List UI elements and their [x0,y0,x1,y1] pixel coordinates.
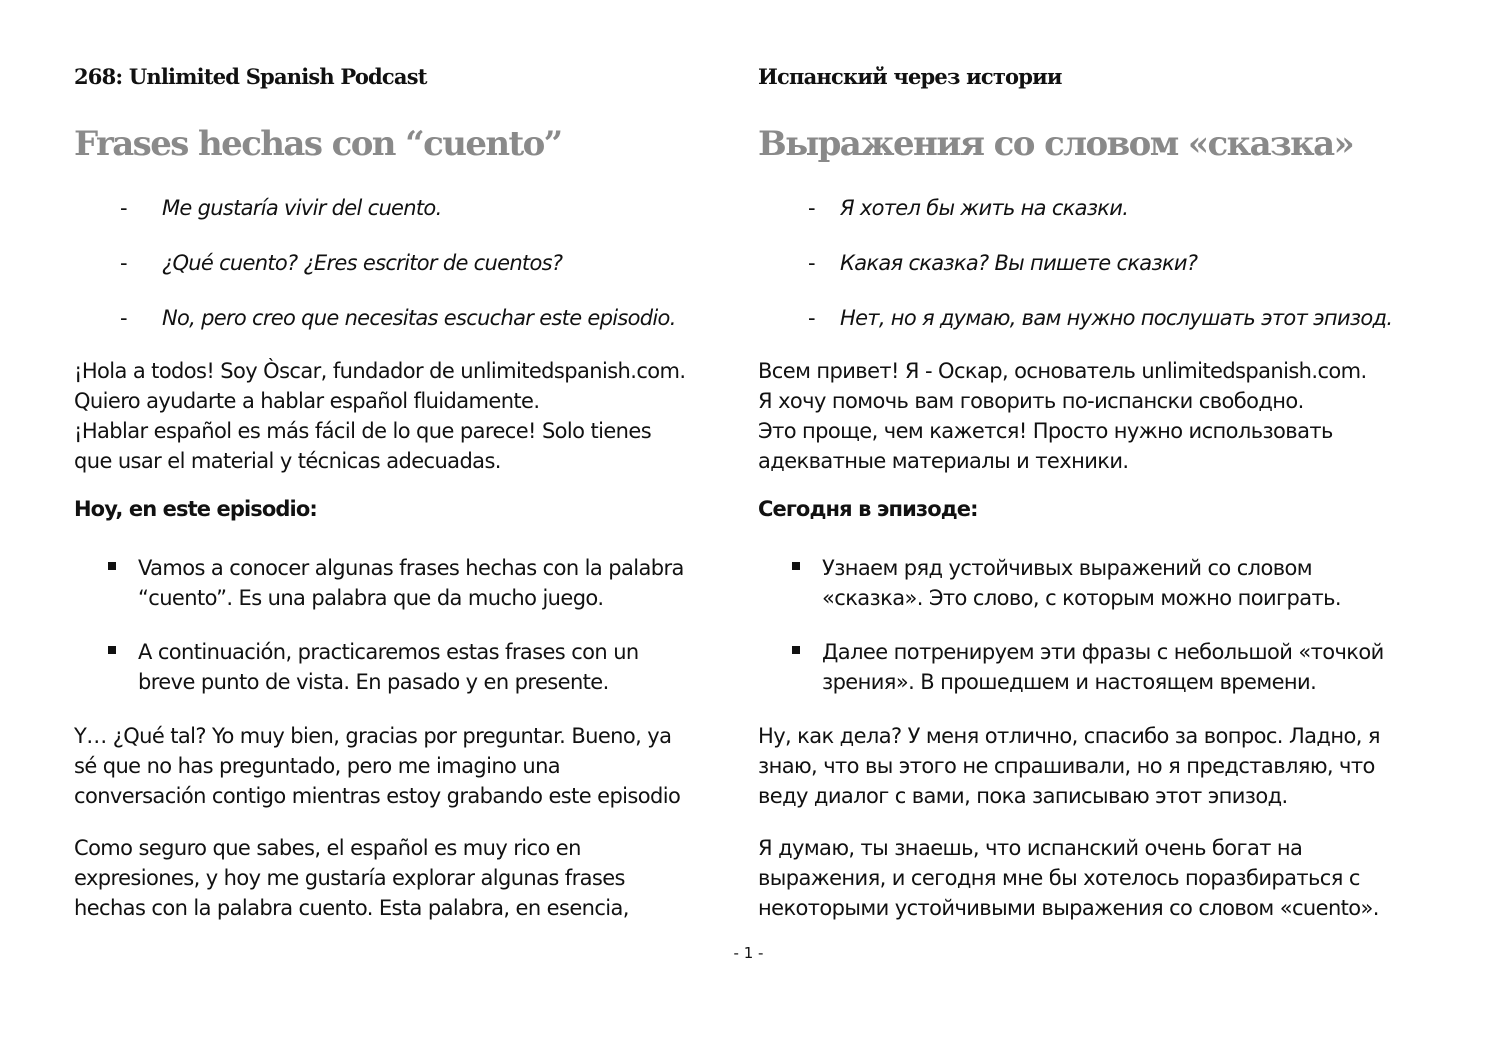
dash-marker: - [120,306,127,330]
square-bullet-icon [108,562,116,570]
page-title: Frases hechas con “cuento” [74,124,562,164]
intro-line: Я хочу помочь вам говорить по-испански свободно. [758,389,1304,413]
intro-line: адекватные материалы и техники. [758,449,1129,473]
body-paragraph: Como seguro que sabes, el español es muy rico en expresiones, y hoy me gustaría explorar algunas frases hechas con la palabra cuento. Esta palabra, en esencia, [74,836,629,920]
dash-marker: - [120,196,127,220]
episode-subheading: Сегодня в эпизоде: [758,497,978,521]
episode-subheading: Hoy, en este episodio: [74,497,317,521]
bullet-item: Узнаем ряд устойчивых выражений со словом «сказка». Это слово, с которым можно поиграть. [758,553,1384,613]
dialog-list [758,193,1392,358]
page-number: - 1 - [733,944,764,962]
bullet-item: Vamos a conocer algunas frases hechas con la palabra “cuento”. Es una palabra que da mucho juego. [74,553,684,613]
dialog-list [74,193,676,358]
dialog-line: - Me gustaría vivir del cuento. [74,193,676,248]
dialog-line: - ¿Qué cuento? ¿Eres escritor de cuentos? [74,248,676,303]
bullet-item: A continuación, practicaremos estas frases con un breve punto de vista. En pasado y en presente. [74,637,684,697]
dash-marker: - [808,306,815,330]
dialog-line: - Какая сказка? Вы пишете сказки? [758,248,1392,303]
body-paragraph: Y… ¿Qué tal? Yo muy bien, gracias por preguntar. Bueno, ya sé que no has preguntado, pero me imagino una conversación contigo mientras estoy grabando este episodio [74,724,681,808]
spanish-column [74,0,742,1000]
intro-paragraph [74,356,685,476]
square-bullet-icon [792,646,800,654]
bullet-item: Далее потренируем эти фразы с небольшой «точкой зрения». В прошедшем и настоящем времени. [758,637,1384,697]
dash-marker: - [808,196,815,220]
russian-column [758,0,1448,1000]
dialog-line: - Я хотел бы жить на сказки. [758,193,1392,248]
episode-bullets [74,553,684,721]
dash-marker: - [808,251,815,275]
body-paragraph: Я думаю, ты знаешь, что испанский очень богат на выражения, и сегодня мне бы хотелось поразбираться с некоторыми устойчивыми выражения со словом «cuento». [758,836,1379,920]
podcast-header: Испанский через истории [758,64,1062,89]
dash-marker: - [120,251,127,275]
intro-line: Всем привет! Я - Оскар, основатель unlimitedspanish.com. [758,359,1367,383]
podcast-header: 268: Unlimited Spanish Podcast [74,64,427,89]
body-paragraph: Ну, как дела? У меня отлично, спасибо за вопрос. Ладно, я знаю, что вы этого не спрашивали, но я представляю, что веду диалог с вами, пока записываю этот эпизод. [758,724,1380,808]
intro-line: Quiero ayudarte a hablar español fluidamente. [74,389,540,413]
page-title: Выражения со словом «сказка» [758,124,1354,164]
square-bullet-icon [108,646,116,654]
dialog-line: - No, pero creo que necesitas escuchar este episodio. [74,303,676,358]
intro-line: ¡Hola a todos! Soy Òscar, fundador de unlimitedspanish.com. [74,359,686,383]
intro-line: Это проще, чем кажется! Просто нужно использовать [758,419,1333,443]
dialog-line: - Нет, но я думаю, вам нужно послушать этот эпизод. [758,303,1392,358]
intro-line: ¡Hablar español es más fácil de lo que parece! Solo tienes [74,419,652,443]
intro-line: que usar el material y técnicas adecuadas. [74,449,501,473]
episode-bullets [758,553,1384,721]
intro-paragraph [758,356,1367,476]
square-bullet-icon [792,562,800,570]
